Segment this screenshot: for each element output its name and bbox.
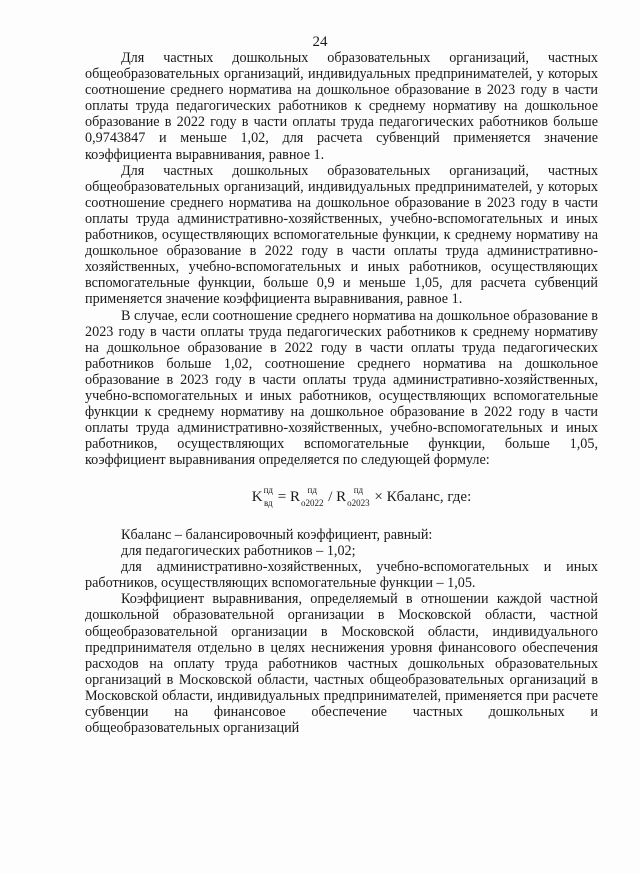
paragraph-4: Коэффициент выравнивания, определяемый в отношении каждой частной дошкольной образовательной организации в Московской области, частной общеобразовательной организации в Московской области, индивидуального предпринимателя отдельно в целях неснижения уровня финансового обеспечения расходов на оплату труда работников частных дошкольных образовательных организаций в Московской области, частных общеобразовательных организаций в Московской области, индивидуальных предпринимателей, применяется при расчете субвенции на финансовое обеспечение частных дошкольных и общеобразовательных организаций	[85, 591, 598, 737]
formula-equals: =	[274, 489, 290, 506]
paragraph-kbalance-admin: для административно-хозяйственных, учебно-вспомогательных и иных работников, осуществляющих вспомогательные функции – 1,05.	[85, 559, 598, 592]
formula-r-2022: R пд о2022	[289, 485, 324, 508]
paragraph-1: Для частных дошкольных образовательных организаций, частных общеобразовательных организаций, индивидуальных предпринимателей, у которых соотношение среднего норматива на дошкольное образование в 2023 году в части оплаты труда педагогических работников к среднему нормативу на дошкольное образование в 2022 году в части оплаты труда педагогических работников больше 0,9743847 и меньше 1,02, для расчета субвенций применяется значение коэффициента выравнивания, равное 1.	[85, 50, 598, 163]
document-body	[85, 50, 598, 736]
paragraph-kbalance-def: Кбаланс – балансировочный коэффициент, равный:	[121, 527, 433, 543]
formula-k: K пд вд	[251, 485, 273, 508]
page-number: 24	[312, 34, 328, 50]
paragraph-kbalance-ped: для педагогических работников – 1,02;	[121, 543, 356, 560]
formula-slash: /	[324, 489, 337, 506]
paragraph-2: Для частных дошкольных образовательных организаций, частных общеобразовательных организаций, индивидуальных предпринимателей, у которых соотношение среднего норматива на дошкольное образование в 2023 году в части оплаты труда административно-хозяйственных, учебно-вспомогательных и иных работников, осуществляющих вспомогательные функции, к среднему нормативу на дошкольное образование в 2022 году в части оплаты труда административно-хозяйственных, учебно-вспомогательных и иных работников, осуществляющих вспомогательные функции, больше 0,9 и меньше 1,05, для расчета субвенций применяется значение коэффициента выравнивания, равное 1.	[85, 162, 598, 308]
formula	[125, 485, 598, 508]
paragraph-3: В случае, если соотношение среднего норматива на дошкольное образование в 2023 году в части оплаты труда педагогических работников к среднему нормативу на дошкольное образование в 2022 году в части оплаты труда педагогических работников больше 1,02, соотношение среднего норматива на дошкольное образование в 2023 году в части оплаты труда административно-хозяйственных, учебно-вспомогательных и иных работников, осуществляющих вспомогательные функции к среднему нормативу на дошкольное образование в 2022 году в части оплаты труда административно-хозяйственных, учебно-вспомогательных и иных работников, осуществляющих вспомогательные функции, больше 1,05, коэффициент выравнивания определяется по следующей формуле:	[85, 307, 599, 469]
formula-tail: × Кбаланс, где:	[370, 489, 472, 506]
formula-r-2023: R пд о2023	[336, 485, 370, 508]
